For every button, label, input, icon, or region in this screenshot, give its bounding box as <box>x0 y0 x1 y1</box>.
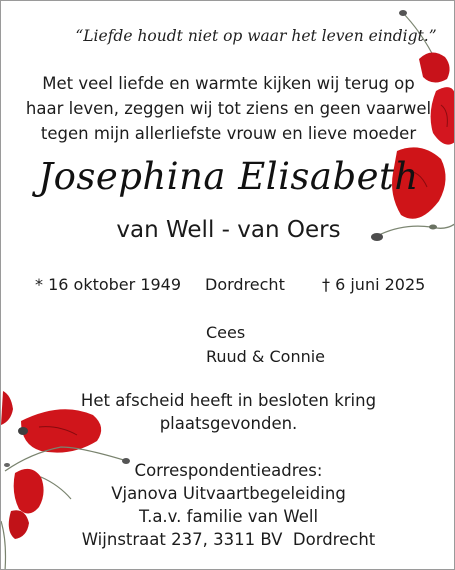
address-line: Correspondentieadres: <box>134 461 323 480</box>
intro-line: haar leven, zeggen wij tot ziens en geen vaarwel <box>25 99 432 118</box>
farewell-line: Het afscheid heeft in besloten kring <box>80 391 377 410</box>
place: Dordrecht <box>205 275 285 294</box>
intro-line: tegen mijn allerliefste vrouw en lieve moeder <box>40 124 417 143</box>
relatives-list <box>206 321 325 369</box>
birth-date: * 16 oktober 1949 <box>35 275 182 294</box>
death-date: † 6 juni 2025 <box>322 275 426 294</box>
deceased-first-names: Josephina Elisabeth <box>38 155 419 198</box>
address-line: Wijnstraat 237, 3311 BV Dordrecht <box>81 530 376 549</box>
deceased-surname: van Well - van Oers <box>116 217 341 243</box>
farewell-line: plaatsgevonden. <box>159 414 298 433</box>
intro-line: Met veel liefde en warmte kijken wij terug op <box>42 74 415 93</box>
address-line: T.a.v. familie van Well <box>138 507 319 526</box>
correspondence-address <box>1 459 455 551</box>
relative-name: Ruud & Connie <box>206 347 326 366</box>
farewell-paragraph <box>1 389 455 435</box>
address-line: Vjanova Uitvaartbegeleiding <box>111 484 346 503</box>
intro-paragraph <box>1 71 455 146</box>
quote-text: “Liefde houdt niet op waar het leven eindigt.” <box>75 27 437 45</box>
dates-row <box>1 275 455 297</box>
relative-name: Cees <box>206 323 246 342</box>
